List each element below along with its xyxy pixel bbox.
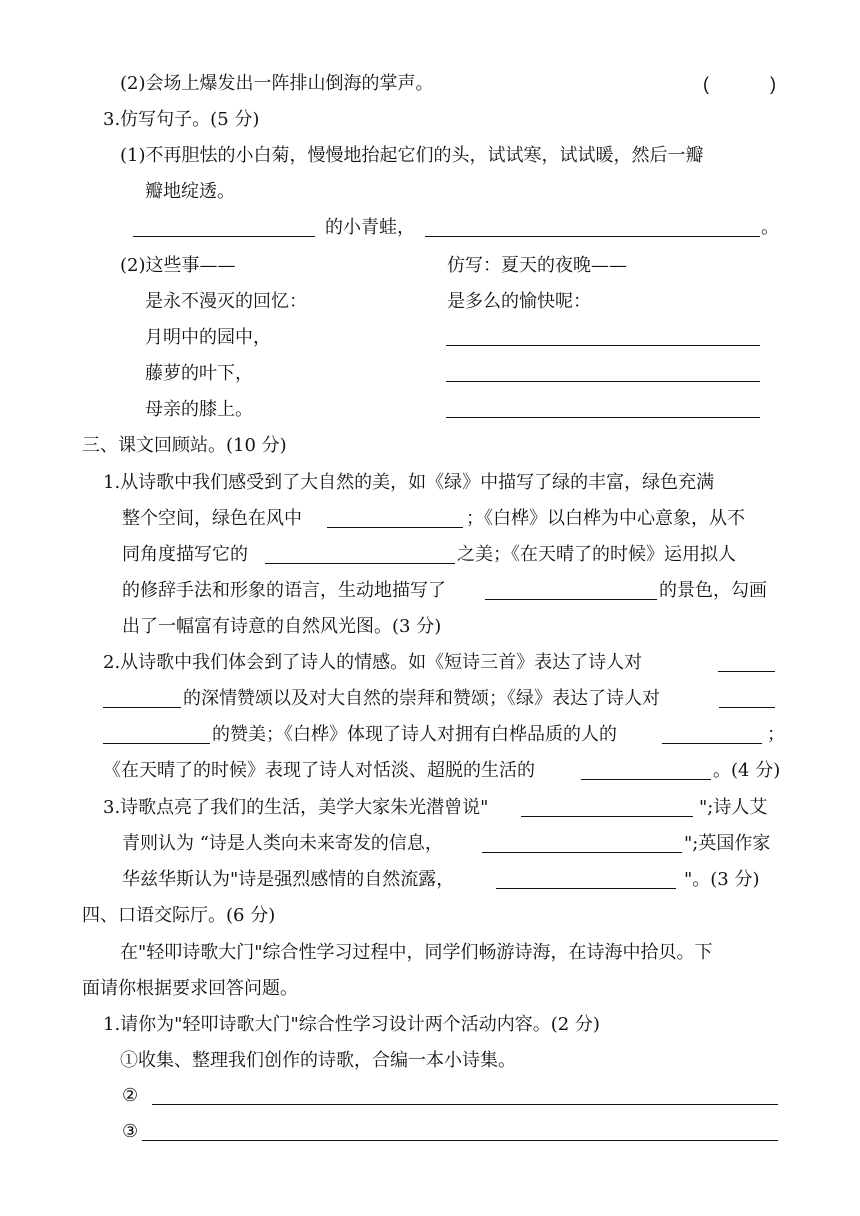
sec3-q3-line2-b: ";英国作家: [684, 833, 771, 854]
blank-short-poems-2[interactable]: [103, 707, 181, 708]
sec4-intro-line1: 在"轻叩诗歌大门"综合性学习过程中，同学们畅游诗海，在诗海中拾贝。下: [120, 942, 713, 963]
sec3-q1-line2-a: 整个空间，绿色在风中: [122, 508, 302, 529]
blank-sunny-life[interactable]: [581, 779, 711, 780]
q3-s2-left-5: 母亲的膝上。: [145, 399, 253, 420]
blank-activity-3[interactable]: [142, 1140, 778, 1141]
q3-title: 3.仿写句子。(5 分): [103, 109, 260, 130]
answer-paren-open: (: [703, 74, 709, 94]
section-4-title: 四、口语交际厅。(6 分): [82, 905, 276, 926]
sec3-q2-line3-a: 的赞美；《白桦》体现了诗人对拥有白桦品质的人的: [212, 724, 617, 745]
q3-s1-line1: (1)不再胆怯的小白菊，慢慢地抬起它们的头，试试寒，试试暖，然后一瓣: [120, 145, 704, 166]
q3-s1-end: 。: [761, 217, 779, 238]
sec3-q2-line4-b: 。(4 分): [713, 760, 781, 781]
q3-s2-left-3: 月明中的园中，: [145, 327, 271, 348]
blank-imitate-line-2[interactable]: [446, 381, 760, 382]
q3-s2-right-2: 是多么的愉快呢：: [447, 291, 591, 312]
sec3-q3-line2-a: 青则认为 “诗是人类向未来寄发的信息，: [122, 833, 443, 854]
q3-s2-left-2: 是永不漫灭的回忆：: [145, 291, 307, 312]
blank-baihua-people[interactable]: [662, 743, 762, 744]
sec3-q1-line1: 1.从诗歌中我们感受到了大自然的美，如《绿》中描写了绿的丰富，绿色充满: [103, 472, 715, 493]
sec3-q1-line3-b: 之美；《在天晴了的时候》运用拟人: [457, 544, 736, 565]
q3-s2-left-4: 藤萝的叶下，: [145, 363, 253, 384]
q3-s1-mid: 的小青蛙，: [325, 217, 415, 238]
blank-imitate-line-1[interactable]: [446, 345, 760, 346]
blank-lv-praise-2[interactable]: [103, 743, 210, 744]
sec4-item-3-marker: ③: [122, 1121, 139, 1142]
q3-s1-line2: 瓣地绽透。: [145, 181, 235, 202]
blank-short-poems-1[interactable]: [718, 671, 775, 672]
blank-lv-praise-1[interactable]: [719, 707, 775, 708]
sec3-q2-line1: 2.从诗歌中我们体会到了诗人的情感。如《短诗三首》表达了诗人对: [103, 652, 643, 673]
sec4-q1: 1.请你为"轻叩诗歌大门"综合性学习设计两个活动内容。(2 分): [103, 1014, 600, 1035]
sec4-intro-line2: 面请你根据要求回答问题。: [82, 978, 298, 999]
blank-imitate-rest[interactable]: [425, 236, 760, 237]
blank-zhu-quote[interactable]: [521, 816, 693, 817]
sec3-q3-line1-a: 3.诗歌点亮了我们的生活，美学大家朱光潜曾说": [103, 797, 489, 818]
answer-paren-close: ): [770, 74, 776, 94]
section-3-title: 三、课文回顾站。(10 分): [82, 435, 287, 456]
sec3-q2-line4-a: 《在天晴了的时候》表现了诗人对恬淡、超脱的生活的: [103, 760, 535, 781]
q2-sentence: (2)会场上爆发出一阵排山倒海的掌声。: [120, 73, 434, 94]
blank-wordsworth-quote[interactable]: [496, 888, 676, 889]
blank-scenery[interactable]: [485, 599, 657, 600]
blank-aiqing-quote[interactable]: [482, 852, 682, 853]
blank-lv-wind[interactable]: [327, 527, 463, 528]
sec3-q3-line3-a: 华兹华斯认为"诗是强烈感情的自然流露，: [122, 869, 455, 890]
sec3-q2-line3-b: ；: [767, 724, 785, 745]
q3-s2-left-1: (2)这些事——: [120, 255, 236, 276]
sec3-q1-line3-a: 同角度描写它的: [122, 544, 248, 565]
sec3-q3-line1-b: ";诗人艾: [699, 797, 768, 818]
sec4-item-2-marker: ②: [122, 1085, 139, 1106]
sec3-q3-line3-b: "。(3 分): [684, 869, 760, 890]
blank-imitate-adj[interactable]: [133, 236, 315, 237]
sec3-q1-line5: 出了一幅富有诗意的自然风光图。(3 分): [122, 616, 442, 637]
sec3-q1-line2-b: ；《白桦》以白桦为中心意象，从不: [466, 508, 745, 529]
sec3-q1-line4-b: 的景色，勾画: [659, 580, 767, 601]
blank-imitate-line-3[interactable]: [446, 417, 760, 418]
sec4-item-1: ①收集、整理我们创作的诗歌，合编一本小诗集。: [120, 1050, 516, 1071]
sec3-q1-line4-a: 的修辞手法和形象的语言，生动地描写了: [122, 580, 446, 601]
q3-s2-right-1: 仿写：夏天的夜晚——: [447, 255, 627, 276]
sec3-q2-line2: 的深情赞颂以及对大自然的崇拜和赞颂；《绿》表达了诗人对: [183, 688, 660, 709]
blank-baihua-beauty[interactable]: [265, 563, 455, 564]
blank-activity-2[interactable]: [152, 1104, 778, 1105]
